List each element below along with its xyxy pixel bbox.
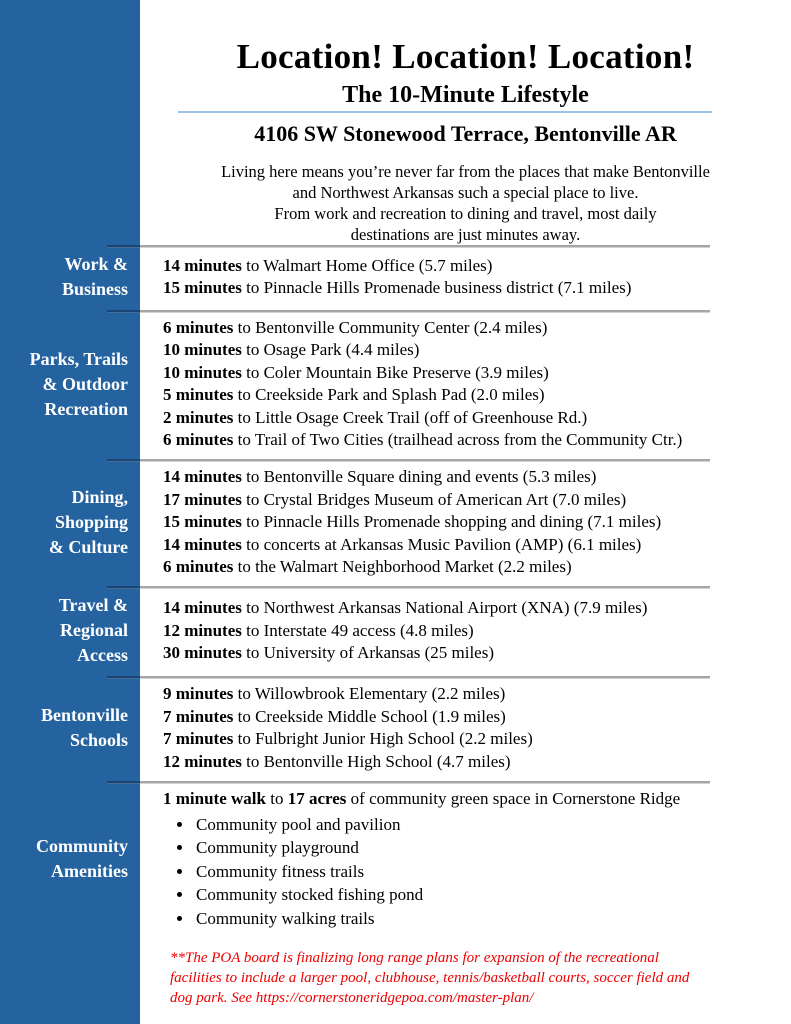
section-label-line: Shopping [54,511,128,532]
item-text: to Crystal Bridges Museum of American Art (7.0 miles) [241,489,627,509]
item-line [163,511,791,533]
section-row [0,252,791,302]
item-highlight-bold: 9 minutes [163,684,234,704]
item-line [163,362,791,384]
bullet-item: • Community fitness trails [194,860,791,884]
intro-line: destinations are just minutes away. [350,225,581,244]
item-line [163,728,791,750]
section-label-work-business [0,252,140,302]
section-label-line: Bentonville [40,705,128,726]
item-text: to Trail of Two Cities (trailhead across from the Community Ctr.) [233,430,683,450]
section-separator [107,781,710,783]
item-line [163,317,791,339]
intro-line: Living here means you’re never far from the places that make Bentonville [221,162,710,181]
section-label-community-amenities [0,834,140,884]
section-label-line: Travel & [58,595,128,616]
item-highlight-bold: 12 minutes [163,620,242,640]
section-label-line: & Outdoor [42,373,128,394]
bullet-list [177,813,791,931]
section-separator [107,459,710,461]
item-highlight-bold: 6 minutes [163,318,234,337]
page-subtitle: The 10-Minute Lifestyle [342,82,589,108]
item-highlight-bold: 14 minutes [163,534,242,554]
item-line [163,339,791,361]
item-highlight-bold: 17 minutes [163,489,242,509]
section-work-business [0,245,791,310]
item-line [163,489,791,511]
section-bentonville-schools [0,676,791,781]
bullet-item: • Community playground [194,836,791,860]
section-items [163,466,791,578]
page-title: Location! Location! Location! [236,37,695,76]
item-line [163,706,791,728]
item-text: to University of Arkansas (25 miles) [241,643,495,663]
section-label-line: Recreation [44,398,128,419]
item-line [163,620,791,642]
item-text: to Willowbrook Elementary (2.2 miles) [233,684,506,704]
section-separator [107,245,710,247]
section-community-amenities [0,781,791,938]
item-line [163,642,791,664]
item-highlight-bold: 7 minutes [163,706,234,726]
section-label-bentonville-schools [0,703,140,753]
item-text: to Pinnacle Hills Promenade shopping and dining (7.1 miles) [241,512,662,532]
bullet-item: • Community walking trails [194,907,791,931]
section-label-line: Community [35,836,128,857]
item-highlight-bold: 10 minutes [163,340,242,360]
bullet-item: • Community pool and pavilion [194,813,791,837]
property-address: 4106 SW Stonewood Terrace, Bentonville AR [254,121,677,146]
item-line [163,384,791,406]
poa-note-line: facilities to include a larger pool, clubhouse, tennis/basketball courts, soccer field and [170,970,690,986]
item-text: to Creekside Middle School (1.9 miles) [233,706,506,726]
section-items [163,788,791,930]
intro-line: and Northwest Arkansas such a special place to live. [292,183,639,202]
item-highlight-bold: 15 minutes [163,512,242,532]
item-line [163,277,791,299]
item-highlight-bold: 14 minutes [163,598,242,618]
section-travel-regional-access [0,586,791,676]
item-text: to Creekside Park and Splash Pad (2.0 miles) [233,385,545,405]
subtitle-underline-divider [178,111,712,113]
item-text: to Bentonville Square dining and events (5.3 miles) [241,467,597,487]
section-row [0,466,791,578]
item-highlight-bold: 17 acres [287,789,347,809]
poa-note-line: **The POA board is finalizing long range plans for expansion of the recreational [170,950,659,966]
item-text: to Pinnacle Hills Promenade business district (7.1 miles) [241,278,632,297]
section-dining-shopping-culture [0,459,791,586]
section-label-line: Amenities [51,861,128,882]
sections [0,245,791,938]
intro-line: From work and recreation to dining and travel, most daily [274,204,657,223]
item-highlight-bold: 14 minutes [163,467,242,487]
item-highlight-bold: 14 minutes [163,255,242,275]
item-line [163,534,791,556]
bullet-item: • Community stocked fishing pond [194,883,791,907]
section-label-travel-regional-access [0,593,140,668]
item-text: to concerts at Arkansas Music Pavilion (AMP) (6.1 miles) [241,534,642,554]
section-items [163,255,791,300]
item-highlight-bold: 12 minutes [163,751,242,771]
section-label-line: Work & [64,254,128,274]
section-row [0,683,791,773]
poa-note [170,948,750,1008]
section-row [0,593,791,668]
item-text: to Walmart Home Office (5.7 miles) [241,255,493,275]
section-separator [107,310,710,312]
item-text: to Osage Park (4.4 miles) [241,340,420,360]
section-row [0,788,791,930]
item-highlight-bold: 7 minutes [163,729,234,749]
item-highlight-bold: 30 minutes [163,643,242,663]
section-label-parks-trails-outdoor-recreation [0,347,140,422]
intro-paragraph [140,161,791,245]
item-text: to Coler Mountain Bike Preserve (3.9 miles) [241,362,549,382]
item-text: to Northwest Arkansas National Airport (XNA) (7.9 miles) [241,598,648,618]
item-line [163,255,791,277]
section-separator [107,676,710,678]
item-text: of community green space in Cornerstone Ridge [346,789,681,809]
header [140,0,791,245]
section-label-line: Regional [59,620,128,641]
section-items [163,683,791,773]
item-text: to Interstate 49 access (4.8 miles) [241,620,474,640]
item-highlight-bold: 5 minutes [163,385,234,405]
section-label-line: Dining, [71,486,128,507]
item-text: to Little Osage Creek Trail (off of Greenhouse Rd.) [233,407,588,427]
item-line [163,429,791,451]
section-label-line: Parks, Trails [29,348,128,369]
item-text: to the Walmart Neighborhood Market (2.2 miles) [233,557,572,577]
poa-note-line: dog park. See https://cornerstoneridgepoa.com/master-plan/ [170,990,534,1006]
item-highlight-bold: 10 minutes [163,362,242,382]
section-label-line: & Culture [48,536,128,557]
item-highlight-bold: 2 minutes [163,407,234,427]
section-label-dining-shopping-culture [0,485,140,560]
item-text: to Bentonville Community Center (2.4 miles) [233,318,548,337]
section-items [163,317,791,451]
item-text: to Bentonville High School (4.7 miles) [241,751,511,771]
item-highlight-bold: 6 minutes [163,557,234,577]
section-label-line: Schools [69,730,128,751]
item-highlight-bold: 1 minute walk [163,789,266,809]
section-label-line: Business [61,279,128,299]
item-line [163,556,791,578]
item-highlight-bold: 15 minutes [163,278,242,297]
item-line [163,751,791,773]
section-row [0,317,791,451]
section-items [163,597,791,664]
item-highlight-bold: 6 minutes [163,430,234,450]
item-line [163,788,791,810]
item-text: to Fulbright Junior High School (2.2 miles) [233,729,533,749]
item-line [163,466,791,488]
item-text: to [265,789,288,809]
item-line [163,597,791,619]
item-line [163,407,791,429]
section-separator [107,586,710,588]
section-parks-trails-outdoor-recreation [0,310,791,459]
section-label-line: Access [77,645,128,666]
item-line [163,683,791,705]
